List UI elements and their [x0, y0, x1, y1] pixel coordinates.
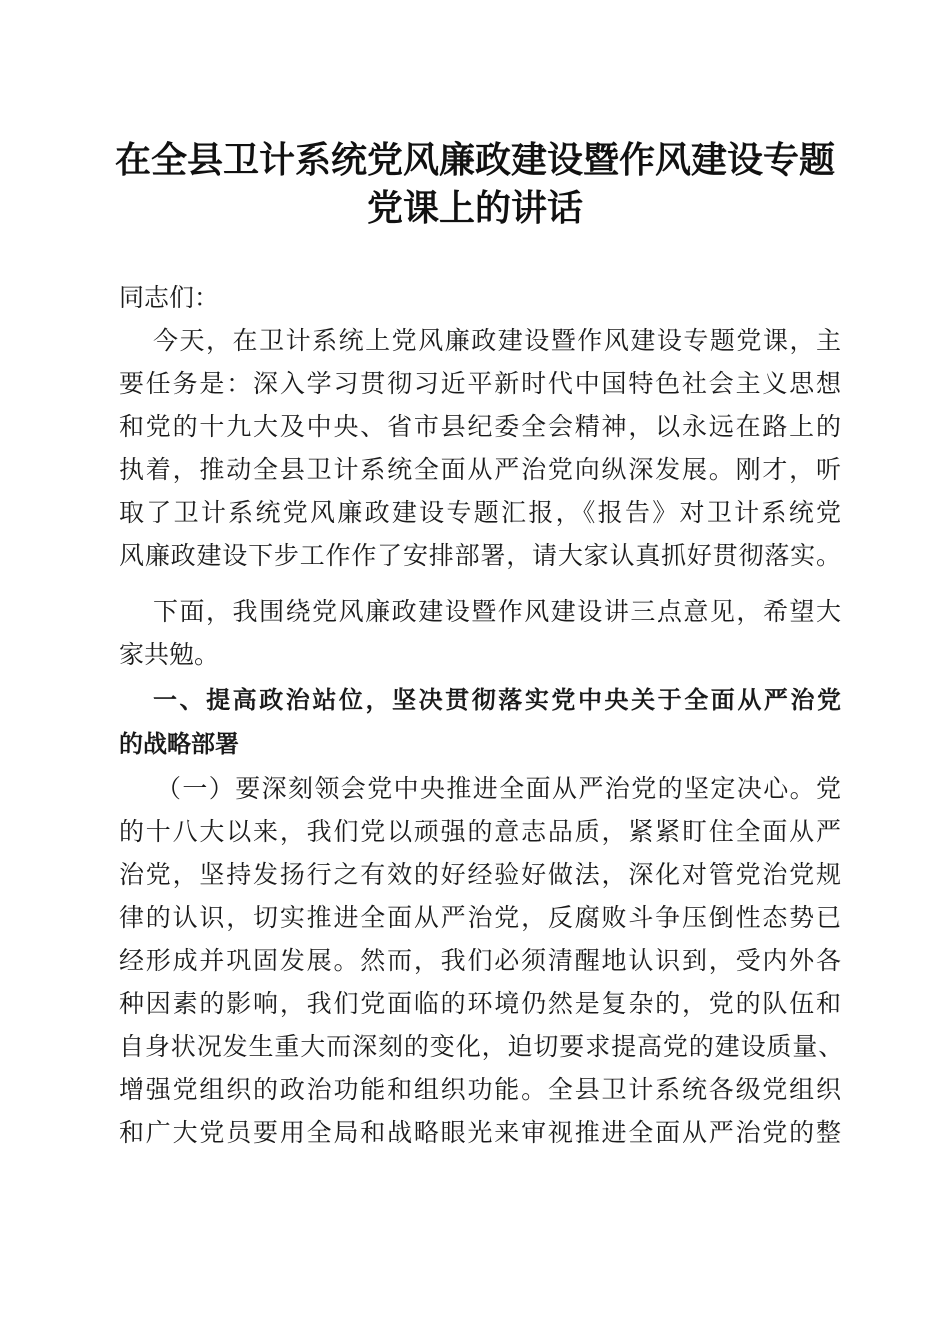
- paragraph-1-line: 风廉政建设下步工作作了安排部署，请大家认真抓好贯彻落实。: [119, 541, 841, 570]
- paragraph-1-line: 执着，推动全县卫计系统全面从严治党向纵深发展。刚才，听: [119, 455, 841, 484]
- paragraph-1-line: 取了卫计系统党风廉政建设专题汇报，《报告》对卫计系统党: [119, 498, 841, 527]
- paragraph-1-line: 和党的十九大及中央、省市县纪委全会精神，以永远在路上的: [119, 412, 841, 441]
- paragraph-3-line: 治党，坚持发扬行之有效的好经验好做法，深化对管党治党规: [119, 860, 841, 889]
- paragraph-3-line: 律的认识，切实推进全面从严治党，反腐败斗争压倒性态势已: [119, 903, 841, 932]
- paragraph-3-line: 种因素的影响，我们党面临的环境仍然是复杂的，党的队伍和: [119, 989, 841, 1018]
- paragraph-2-line: 家共勉。: [119, 640, 220, 669]
- paragraph-3-line: 经形成并巩固发展。然而，我们必须清醒地认识到，受内外各: [119, 946, 841, 975]
- document-title-line-2: 党课上的讲话: [366, 187, 583, 229]
- paragraph-3-line: 和广大党员要用全局和战略眼光来审视推进全面从严治党的整: [119, 1118, 841, 1147]
- paragraph-1-line: 今天，在卫计系统上党风廉政建设暨作风建设专题党课，主: [153, 326, 841, 355]
- salutation: 同志们：: [119, 283, 220, 312]
- paragraph-3-line: 增强党组织的政治功能和组织功能。全县卫计系统各级党组织: [119, 1075, 841, 1104]
- paragraph-1-line: 要任务是：深入学习贯彻习近平新时代中国特色社会主义思想: [119, 369, 841, 398]
- paragraph-3-line: （一）要深刻领会党中央推进全面从严治党的坚定决心。党: [156, 774, 841, 803]
- paragraph-3-line: 自身状况发生重大而深刻的变化，迫切要求提高党的建设质量、: [119, 1032, 845, 1061]
- paragraph-2-line: 下面，我围绕党风廉政建设暨作风建设讲三点意见，希望大: [153, 597, 841, 626]
- document-title-line-1: 在全县卫计系统党风廉政建设暨作风建设专题: [114, 139, 835, 181]
- section-heading-1-line: 一、提高政治站位，坚决贯彻落实党中央关于全面从严治党: [153, 686, 841, 714]
- section-heading-1-line: 的战略部署: [119, 730, 239, 758]
- paragraph-3-line: 的十八大以来，我们党以顽强的意志品质，紧紧盯住全面从严: [119, 817, 841, 846]
